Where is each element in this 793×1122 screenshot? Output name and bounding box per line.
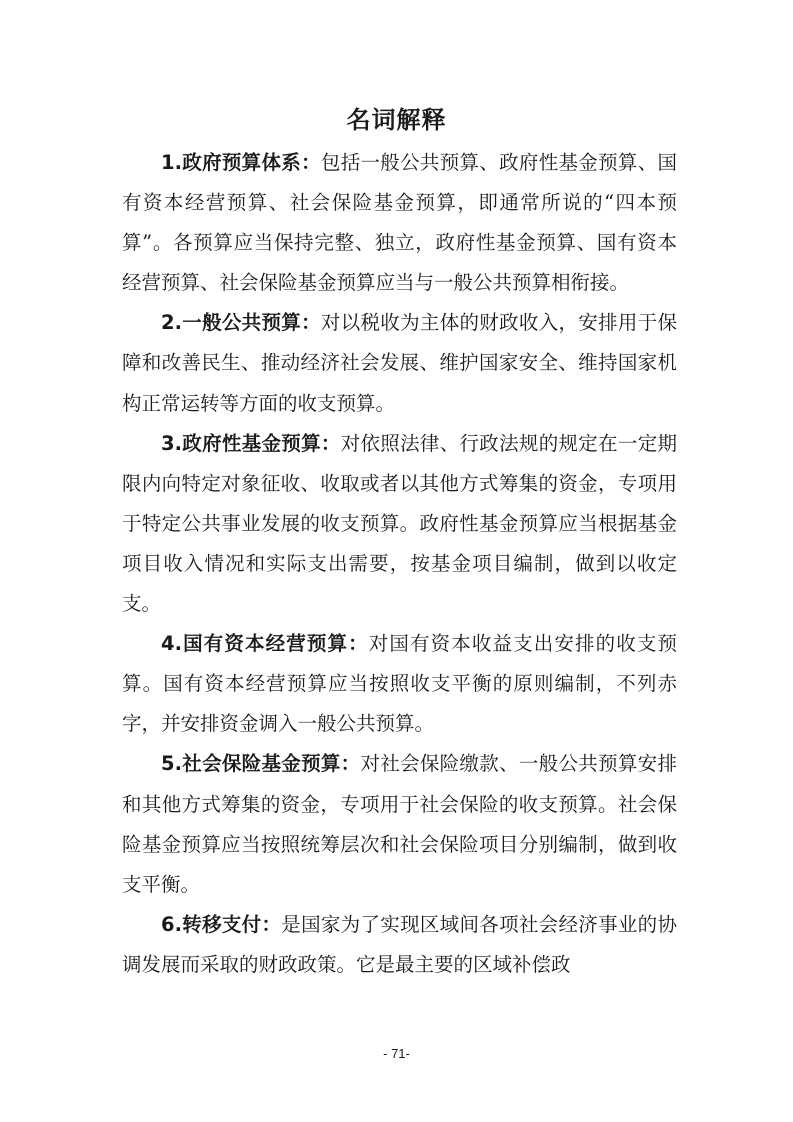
glossary-term: 5.社会保险基金预算： (161, 752, 361, 776)
page-title: 名词解释 (346, 105, 447, 134)
glossary-definition: 对依照法律、行政法规的规定在一定期限内向特定对象征收、收取或者以其他方式筹集的资金，专项用于特定公共事业发展的收支预算。政府性基金预算应当根据基金项目收入情况和实际支出需要，按基金项目编制，做到以收定支。 (122, 431, 677, 616)
glossary-term: 3.政府性基金预算： (161, 431, 341, 455)
glossary-body (122, 143, 677, 985)
glossary-term: 6.转移支付： (161, 912, 282, 936)
glossary-entry (122, 303, 677, 423)
glossary-definition: 对国有资本收益支出安排的收支预算。国有资本经营预算应当按照收支平衡的原则编制，不列赤字，并安排资金调入一般公共预算。 (122, 632, 677, 736)
glossary-entry (122, 143, 677, 303)
glossary-entry (122, 424, 677, 624)
glossary-entry (122, 905, 677, 985)
glossary-definition: 包括一般公共预算、政府性基金预算、国有资本经营预算、社会保险基金预算，即通常所说的“四本预算”。各预算应当保持完整、独立，政府性基金预算、国有资本经营预算、社会保险基金预算应当与一般公共预算相衔接。 (122, 151, 677, 295)
page-number: - 71- (383, 1046, 410, 1061)
glossary-entry (122, 744, 677, 904)
glossary-term: 2.一般公共预算： (161, 311, 321, 335)
glossary-term: 4.国有资本经营预算： (161, 632, 369, 656)
glossary-definition: 对以税收为主体的财政收入，安排用于保障和改善民生、推动经济社会发展、维护国家安全、维持国家机构正常运转等方面的收支预算。 (122, 311, 677, 415)
glossary-definition: 对社会保险缴款、一般公共预算安排和其他方式筹集的资金，专项用于社会保险的收支预算。社会保险基金预算应当按照统筹层次和社会保险项目分别编制，做到收支平衡。 (122, 752, 677, 896)
glossary-term: 1.政府预算体系： (161, 151, 321, 174)
glossary-entry (122, 624, 677, 744)
glossary-definition: 是国家为了实现区域间各项社会经济事业的协调发展而采取的财政政策。它是最主要的区域补偿政 (122, 912, 677, 976)
